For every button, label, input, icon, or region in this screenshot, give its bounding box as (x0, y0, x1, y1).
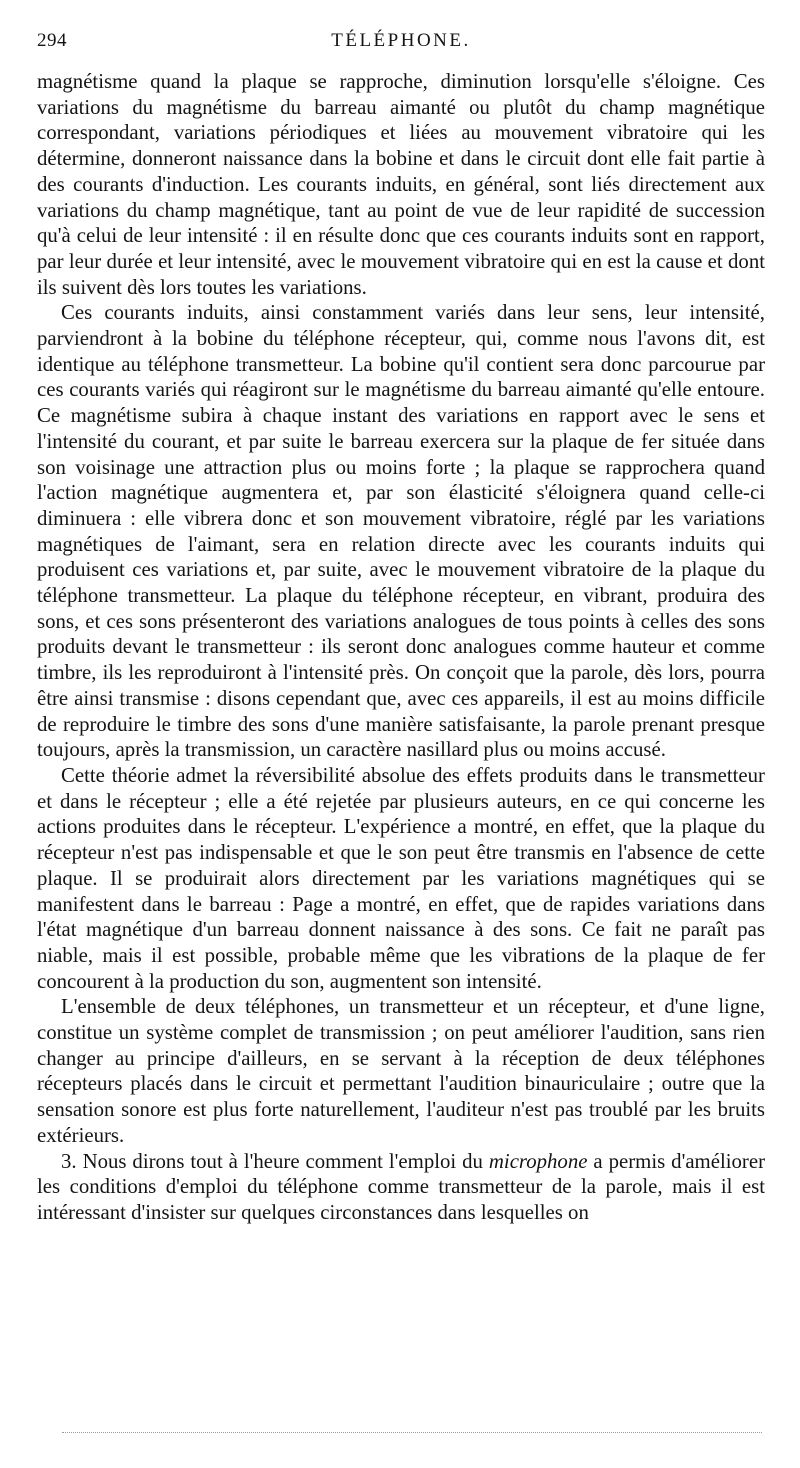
section-text-start: Nous dirons tout à l'heure comment l'emploi du (76, 1149, 489, 1173)
running-title: TÉLÉPHONE. (331, 30, 471, 51)
paragraph-reversibility: Cette théorie admet la réversibilité absolue des effets produits dans le transmetteur et dans le récepteur ; elle a été rejetée par plusieurs auteurs, en ce qui concerne les actions produites dans le récepteur. L'expérience a montré, en effet, que la plaque du récepteur n'est pas indispensable et que le son peut être transmis en l'absence de cette plaque. Il se produirait alors directement par les variations magnétiques qui se manifestent dans le barreau : Page a montré, en effet, que de rapides variations dans l'état magnétique d'un barreau donnent naissance à des sons. Ce fait ne paraît pas niable, mais il est possible, probable même que les vibrations de la plaque de fer concourent à la production du son, augmentent son intensité. (37, 763, 765, 993)
paragraph-continuation: magnétisme quand la plaque se rapproche, diminution lorsqu'elle s'éloigne. Ces variations du magnétisme du barreau aimanté ou plutôt du champ magnétique correspondant, variations périodiques et liées au mouvement vibratoire qui les détermine, donneront naissance dans la bobine et dans le circuit dont elle fait partie à des courants d'induction. Les courants induits, en général, sont liés directement aux variations du champ magnétique, tant au point de vue de leur rapidité de succession qu'à celui de leur intensité : il en résulte donc que ces courants induits sont en rapport, par leur durée et leur intensité, avec le mouvement vibratoire qui en est la cause et dont ils suivent dès lors toutes les variations. (37, 70, 765, 299)
section-text-end: a permis d'améliorer les conditions d'emploi du téléphone comme transmetteur de la parole, mais il est intéressant d'insister sur quelques circonstances dans lesquelles on (37, 1149, 765, 1224)
bottom-rule (62, 1432, 762, 1433)
paragraph-receiver: Ces courants induits, ainsi constamment variés dans leur sens, leur intensité, parviendront à la bobine du téléphone récepteur, qui, comme nous l'avons dit, est identique au téléphone transmetteur. La bobine qu'il contient sera donc parcourue par ces courants variés qui réagiront sur le magnétisme du barreau aimanté qu'elle entoure. Ce magnétisme subira à chaque instant des variations en rapport avec le sens et l'intensité du courant, et par suite le barreau exercera sur la plaque de fer située dans son voisinage une attraction plus ou moins forte ; la plaque se rapprochera quand l'action magnétique augmentera et, par son élasticité s'éloignera quand celle-ci diminuera : elle vibrera donc et son mouvement vibratoire, réglé par les variations magnétiques de l'aimant, sera en relation directe avec les courants induits qui produisent ces variations et, par suite, avec le mouvement vibratoire de la plaque du téléphone transmetteur. La plaque du téléphone récepteur, en vibrant, produira des sons, et ces sons présenteront des variations analogues de tous points à celles des sons produits devant le transmetteur : ils seront donc analogues comme hauteur et comme timbre, ils les reproduiront à l'intensité près. On conçoit que la parole, dès lors, pourra être ainsi transmise : disons cependant que, avec ces appareils, il est au moins difficile de reproduire le timbre des sons d'une manière satisfaisante, la parole prenant presque toujours, après la transmission, un caractère nasillard plus ou moins accusé. (37, 301, 765, 762)
page-header (37, 26, 765, 56)
page-number: 294 (37, 30, 67, 51)
paragraph-section-3 (37, 1149, 765, 1226)
paragraph-binaural: L'ensemble de deux téléphones, un transmetteur et un récepteur, et d'une ligne, constitue un système complet de transmission ; on peut améliorer l'audition, sans rien changer au principe d'ailleurs, en se servant à la réception de deux téléphones récepteurs placés dans le circuit et permettant l'audition binauriculaire ; outre que la sensation sonore est plus forte naturellement, l'auditeur n'est pas troublé par les bruits extérieurs. (37, 995, 765, 1147)
emphasized-term: microphone (488, 1149, 588, 1173)
section-number: 3. (61, 1149, 77, 1173)
body-text (37, 69, 765, 1226)
document-page (37, 26, 765, 1226)
